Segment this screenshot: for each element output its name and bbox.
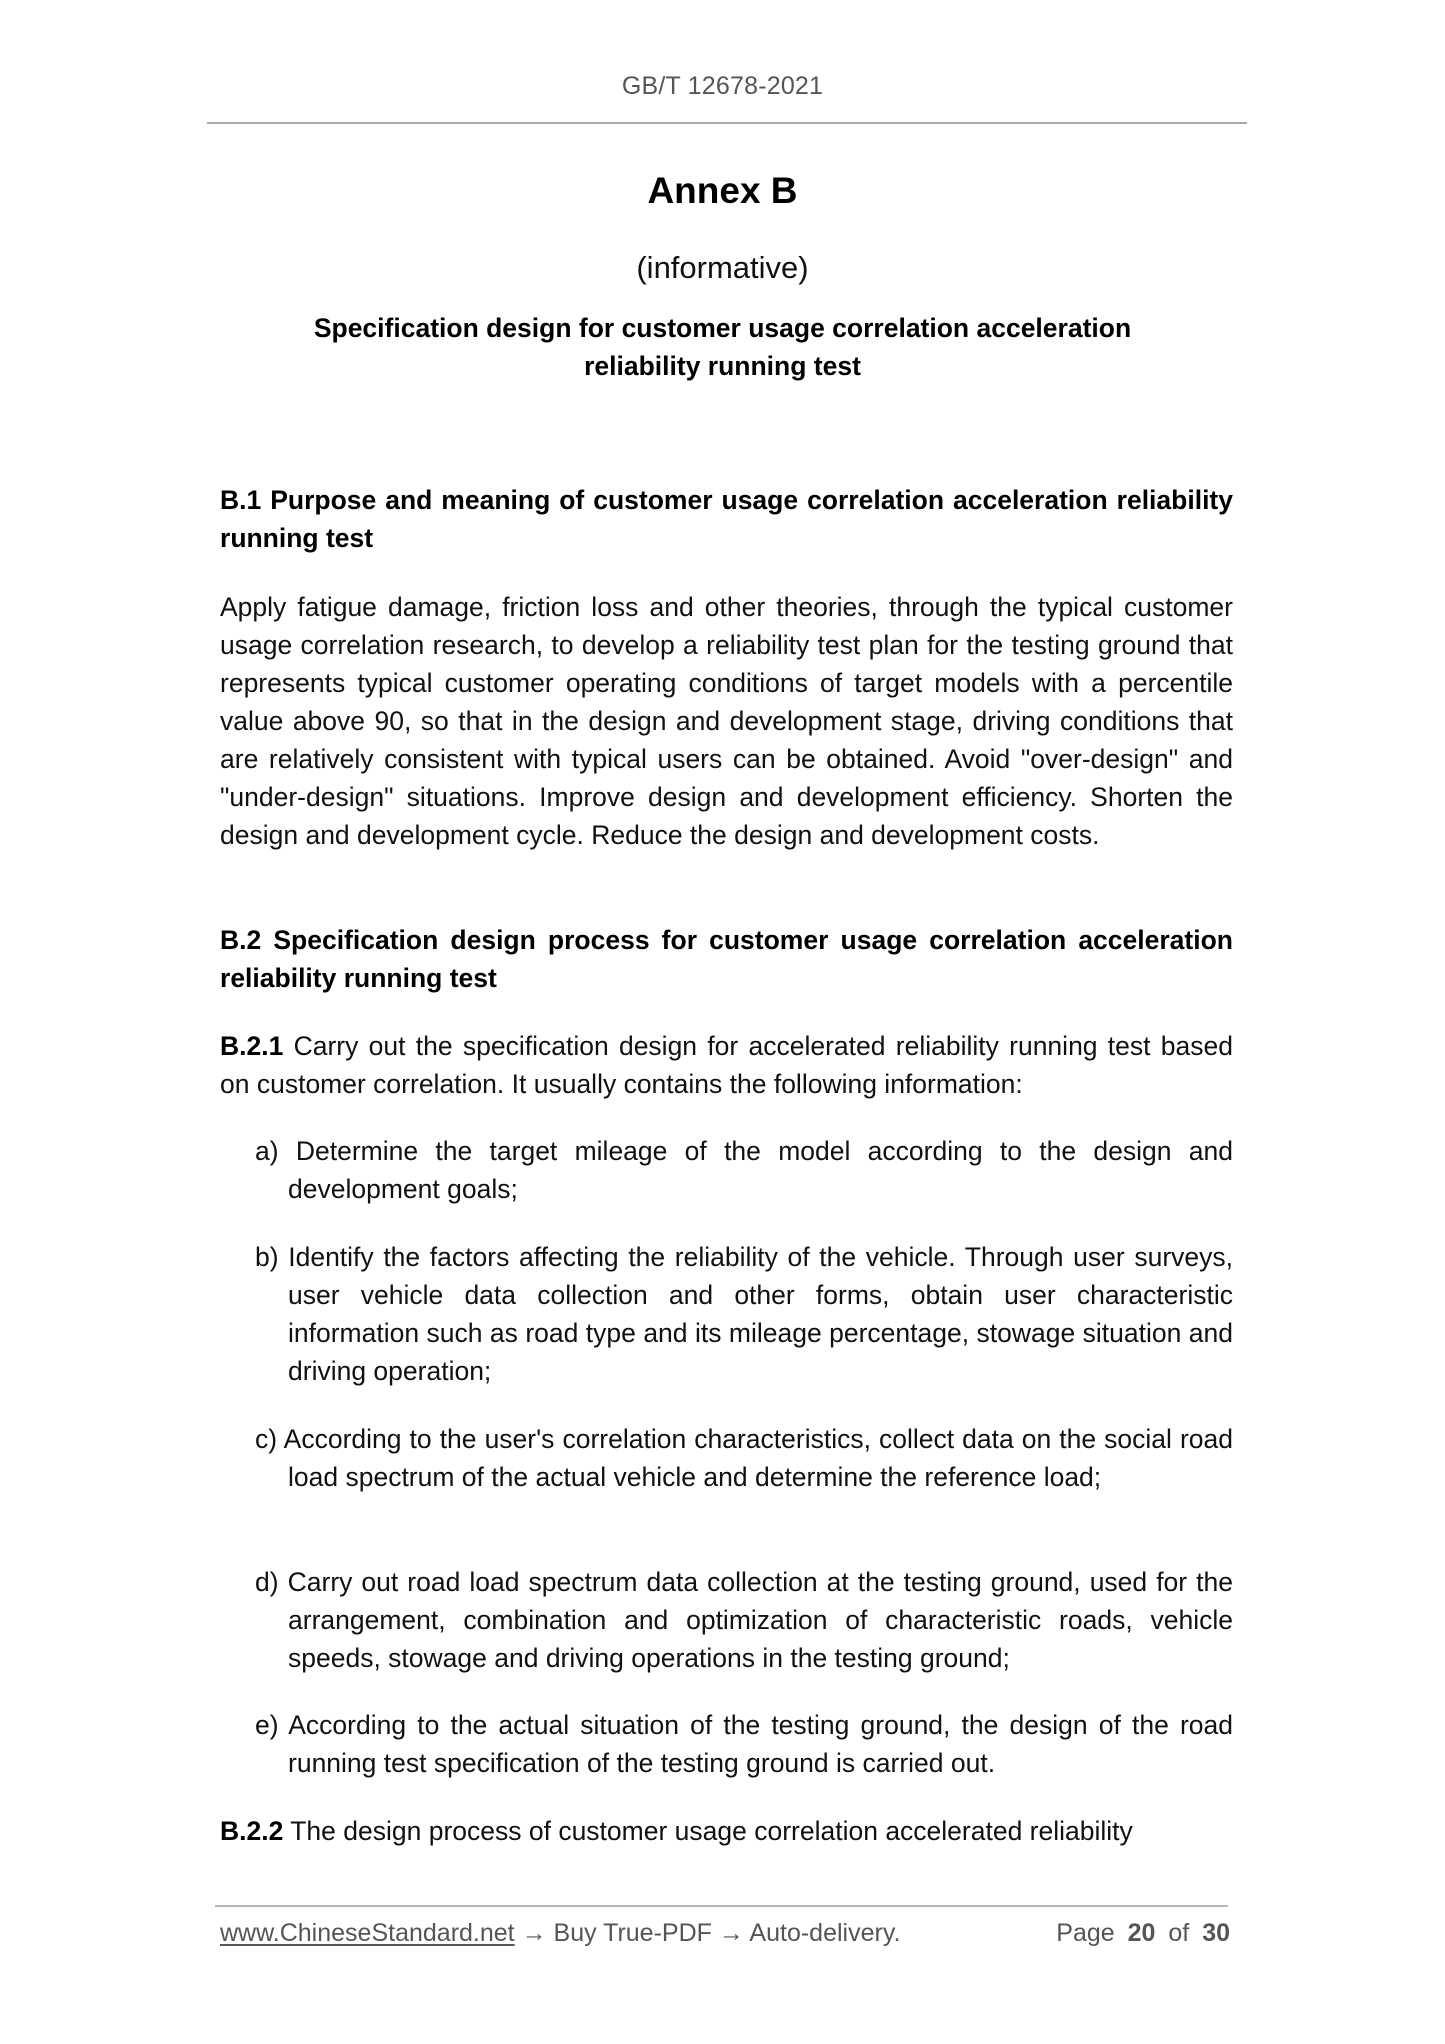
clause-b21-paragraph [220, 1027, 1233, 1103]
list-item-d [255, 1563, 1233, 1677]
clause-b22-paragraph [220, 1812, 1233, 1850]
auto-delivery-text: Auto-delivery. [749, 1919, 901, 1947]
clause-number-b22: B.2.2 [220, 1816, 284, 1846]
header-divider [207, 122, 1247, 124]
clause-number-b21: B.2.1 [220, 1031, 284, 1061]
list-item-a [255, 1132, 1233, 1208]
list-text: Carry out road load spectrum data collection at the testing ground, used for the arrangement, combination and optimization of characteristic roads, vehicle speeds, stowage and driving operations in the testing ground; [287, 1567, 1233, 1673]
footer-promo [220, 1919, 900, 1948]
annex-subtitle: Specification design for customer usage correlation acceleration reliability running test [313, 313, 1132, 381]
list-text: Determine the target mileage of the model according to the design and development goals; [288, 1136, 1233, 1204]
footer-divider [215, 1905, 1228, 1907]
clause-b21-text: Carry out the specification design for accelerated reliability running test based on customer correlation. It usually contains the following information: [220, 1031, 1233, 1099]
list-item-c [255, 1420, 1233, 1496]
page-total: 30 [1202, 1919, 1230, 1947]
section-b1 [220, 481, 1233, 557]
page-label: Page [1056, 1919, 1115, 1947]
list-label: e) [255, 1710, 279, 1740]
arrow-right-icon: → [711, 1919, 750, 1947]
annex-title: Annex B [647, 170, 798, 211]
buy-pdf-text: Buy True-PDF [553, 1919, 712, 1947]
section-heading-b2: B.2 Specification design process for customer usage correlation acceleration reliability running test [220, 925, 1233, 993]
list-label: c) [255, 1424, 278, 1454]
paragraph-b1: Apply fatigue damage, friction loss and other theories, through the typical customer usage correlation research, to develop a reliability test plan for the testing ground that represents typical customer operating conditions of target models with a percentile value above 90, so that in the design and development stage, driving conditions that are relatively consistent with typical users can be obtained. Avoid "over-design" and "under-design" situations. Improve design and development efficiency. Shorten the design and development cycle. Reduce the design and development costs. [220, 592, 1233, 850]
list-text: According to the actual situation of the testing ground, the design of the road running test specification of the testing ground is carried out. [288, 1710, 1233, 1778]
clause-b22-text: The design process of customer usage correlation accelerated reliability [283, 1816, 1133, 1846]
annex-type: (informative) [636, 250, 809, 285]
list-item-b [255, 1238, 1233, 1390]
arrow-right-icon: → [514, 1919, 554, 1947]
website-link[interactable]: www.ChineseStandard.net [220, 1919, 515, 1947]
list-text: Identify the factors affecting the reliability of the vehicle. Through user surveys, user vehicle data collection and other forms, obtain user characteristic information such as road type and its mileage percentage, stowage situation and driving operation; [288, 1242, 1233, 1386]
page-current: 20 [1127, 1919, 1156, 1947]
page-number [1056, 1919, 1230, 1948]
list-label: a) [255, 1136, 279, 1166]
list-label: d) [255, 1567, 279, 1597]
list-label: b) [255, 1242, 279, 1272]
clause-b22 [220, 1812, 1233, 1850]
section-b1-body [220, 588, 1233, 854]
clause-b21 [220, 1027, 1233, 1103]
section-heading-b1: B.1 Purpose and meaning of customer usage correlation acceleration reliability running test [220, 485, 1233, 553]
page-of: of [1168, 1919, 1190, 1947]
section-b2 [220, 921, 1233, 997]
running-header-standard-code: GB/T 12678-2021 [621, 72, 824, 100]
list-item-e [255, 1706, 1233, 1782]
list-text: According to the user's correlation characteristics, collect data on the social road load spectrum of the actual vehicle and determine the reference load; [283, 1424, 1233, 1492]
